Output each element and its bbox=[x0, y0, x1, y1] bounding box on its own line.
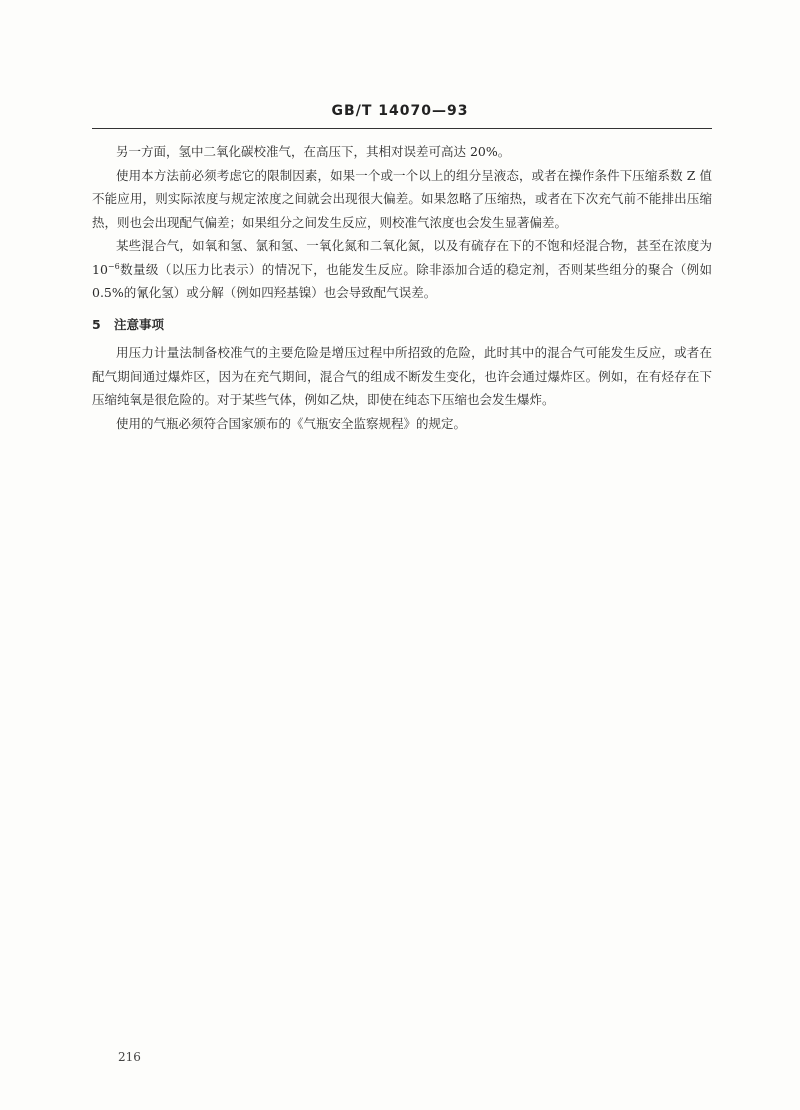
paragraph-reactions bbox=[92, 234, 712, 305]
paragraph-limitations: 使用本方法前必须考虑它的限制因素，如果一个或一个以上的组分呈液态，或者在操作条件下压缩系数 Z 值不能应用，则实际浓度与规定浓度之间就会出现很大偏差。如果忽略了压缩热，或者在下次充气前不能排出压缩热，则也会出现配气偏差；如果组分之间发生反应，则校准气浓度也会发生显著偏差。 bbox=[92, 167, 712, 230]
reactions-text-part2: 数量级（以压力比表示）的情况下，也能发生反应。除非添加合适的稳定剂，否则某些组分的聚合（例如 0.5%的氰化氢）或分解（例如四羟基镍）也会导致配气误差。 bbox=[92, 261, 712, 300]
paragraph-relative-error: 另一方面，氢中二氧化碳校准气，在高压下，其相对误差可高达 20%。 bbox=[116, 144, 511, 159]
paragraph-hazards: 用压力计量法制备校准气的主要危险是增压过程中所招致的危险，此时其中的混合气可能发生反应，或者在配气期间通过爆炸区，因为在充气期间，混合气的组成不断发生变化，也许会通过爆炸区。例如，在有烃存在下压缩纯氧是很危险的。对于某些气体，例如乙炔，即使在纯态下压缩也会发生爆炸。 bbox=[92, 345, 712, 407]
reactions-text-part1: 某些混合气，如氧和氢、氯和氢、一氧化氮和二氧化氮，以及有硫存在下的不饱和烃混合物，甚至在浓度为 10 bbox=[92, 238, 712, 277]
section-title: 注意事项 bbox=[114, 316, 165, 332]
exponent: −6 bbox=[107, 261, 120, 271]
section-5-heading bbox=[92, 313, 712, 337]
page-number: 216 bbox=[118, 1050, 141, 1064]
standard-code-header: GB/T 14070—93 bbox=[331, 103, 469, 119]
section-number: 5 bbox=[92, 316, 101, 332]
body-text bbox=[92, 140, 712, 435]
header-rule bbox=[92, 128, 712, 129]
paragraph-cylinder-rules: 使用的气瓶必须符合国家颁布的《气瓶安全监察规程》的规定。 bbox=[116, 415, 467, 431]
